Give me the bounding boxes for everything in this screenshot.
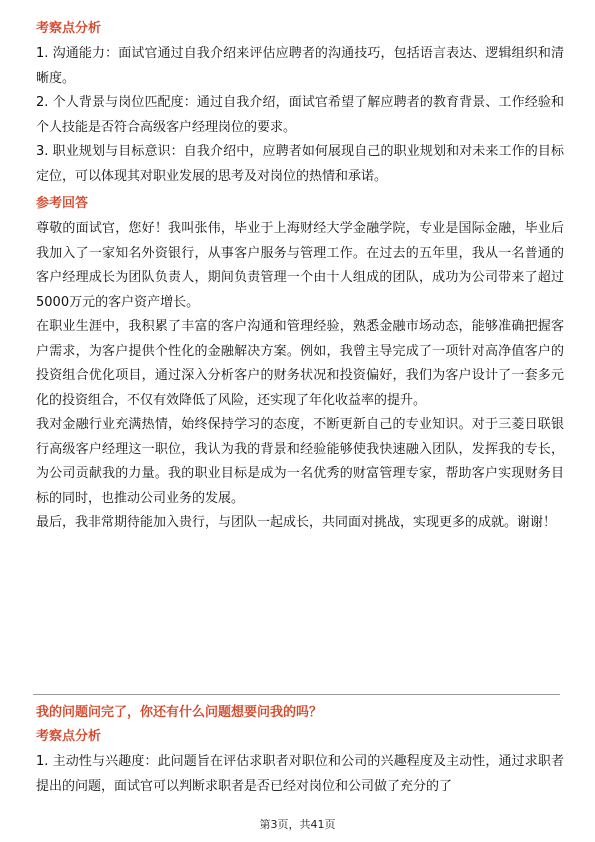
answer-paragraph: 我对金融行业充满热情，始终保持学习的态度，不断更新自己的专业知识。对于三菱日联银行高级客户经理这一职位，我认为我的背景和经验能够使我快速融入团队，发挥我的专长，为公司贡献我的力量。我的职业目标是成为一名优秀的财富管理专家，帮助客户实现财务目标的同时，也推动公司业务的发展。 <box>36 417 564 506</box>
answer-paragraph: 尊敬的面试官，您好！我叫张伟，毕业于上海财经大学金融学院，专业是国际金融，毕业后我加入了一家知名外资银行，从事客户服务与管理工作。在过去的五年里，我从一名普通的客户经理成长为团队负责人，期间负责管理一个由十人组成的团队，成功为公司带来了超过5000万元的客户资产增长。 <box>36 221 564 310</box>
section-heading-analysis: 考察点分析 <box>36 729 102 744</box>
analysis-item: 1. 沟通能力：面试官通过自我介绍来评估应聘者的沟通技巧，包括语言表达、逻辑组织和清晰度。 <box>36 46 564 86</box>
next-question-block <box>36 702 564 799</box>
section-heading-analysis: 考察点分析 <box>36 21 102 36</box>
analysis-item: 3. 职业规划与目标意识：自我介绍中，应聘者如何展现自己的职业规划和对未来工作的目标定位，可以体现其对职业发展的思考及对岗位的热情和承诺。 <box>36 144 564 184</box>
answer-paragraph: 在职业生涯中，我积累了丰富的客户沟通和管理经验，熟悉金融市场动态，能够准确把握客户需求，为客户提供个性化的金融解决方案。例如，我曾主导完成了一项针对高净值客户的投资组合优化项目，通过深入分析客户的财务状况和投资偏好，我们为客户设计了一套多元化的投资组合，不仅有效降低了风险，还实现了年化收益率的提升。 <box>36 319 564 408</box>
page-content <box>36 18 564 536</box>
section-divider <box>33 694 560 695</box>
section-heading-reference-answer: 参考回答 <box>36 196 89 211</box>
page-number: 第3页，共41页 <box>259 818 336 831</box>
interview-question: 我的问题问完了，你还有什么问题想要问我的吗？ <box>36 705 323 720</box>
answer-paragraph: 最后，我非常期待能加入贵行，与团队一起成长，共同面对挑战，实现更多的成就。谢谢！ <box>36 515 557 530</box>
analysis-item: 1. 主动性与兴趣度：此问题旨在评估求职者对职位和公司的兴趣程度及主动性，通过求职者提出的问题，面试官可以判断求职者是否已经对岗位和公司做了充分的了 <box>36 754 564 794</box>
analysis-item: 2. 个人背景与岗位匹配度：通过自我介绍，面试官希望了解应聘者的教育背景、工作经验和个人技能是否符合高级客户经理岗位的要求。 <box>36 95 564 135</box>
